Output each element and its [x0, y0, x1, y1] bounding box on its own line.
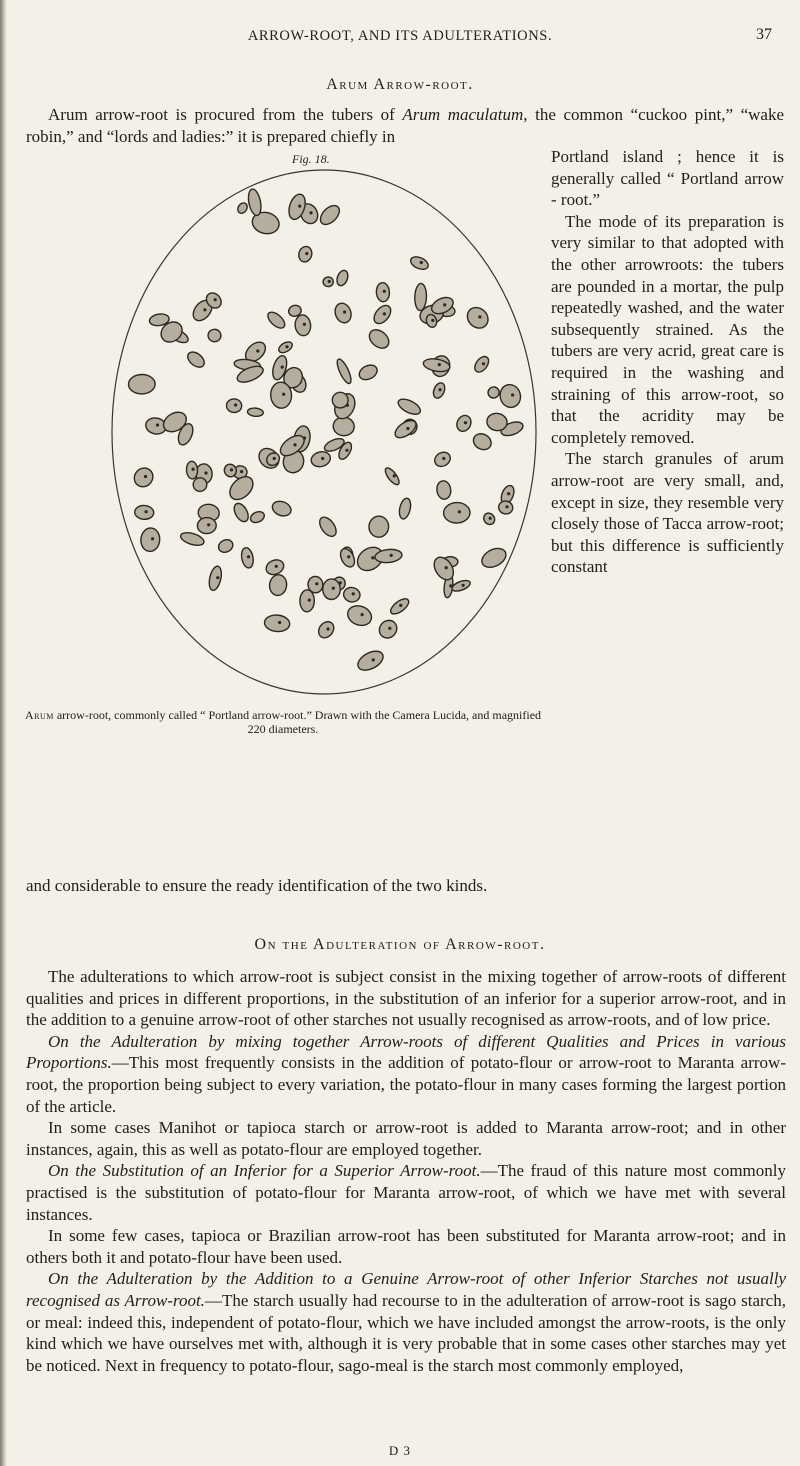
starch-granule [268, 574, 287, 597]
starch-granule [414, 283, 427, 311]
granule-hilum [332, 587, 335, 590]
starch-granule [355, 647, 386, 674]
substitution-title: On the Substitution of an Inferior for a Superior Arrow-root. [48, 1161, 481, 1181]
starch-granule [207, 565, 223, 591]
granule-hilum [420, 261, 423, 264]
mixing-text: —This most frequently consists in the addition of potato-flour or arrow-root to Maranta arrow-root, the proportion being subject to every variation, the potato-flour in many cases forming the largest portion of the article. [26, 1053, 786, 1116]
granule-hilum [293, 443, 296, 446]
granule-hilum [393, 474, 396, 477]
granule-hilum [214, 298, 217, 301]
granule-hilum [308, 599, 311, 602]
granule-hilum [511, 393, 514, 396]
intro-text-post: , the common “cuckoo pint,” “wake robin,” and “lords and ladies:” it is prepared chiefly in [26, 105, 785, 146]
section-heading-arum: Arum Arrow-root. [326, 76, 474, 93]
starch-granule [332, 392, 348, 408]
starch-granule [376, 617, 401, 642]
starch-granule [226, 398, 242, 413]
starch-granule [140, 527, 161, 552]
granule-hilum [390, 554, 393, 557]
granule-hilum [278, 621, 281, 624]
page-number: 37 [756, 26, 772, 43]
starch-granule [409, 254, 430, 271]
adulteration-intro: The adulterations to which arrow-root is subject consist in the mixing together of arrow-roots of different qualities and prices in different proportions, in the substitution of an inferior for a superior arrow-root, and in the addition to a genuine arrow-root of other starches not usually recognised as arrow-roots, and of low price. [26, 967, 786, 1030]
granule-hilum [372, 658, 375, 661]
granule-hilum [145, 510, 148, 513]
granule-hilum [505, 505, 508, 508]
starch-granule [366, 326, 393, 352]
starch-granule [486, 385, 502, 401]
right-column-text [551, 146, 784, 578]
granule-hilum [315, 582, 318, 585]
mixing-title: On the Adulteration by mixing together Arrow-roots of different Qualities and Prices in various Proportions. [26, 1031, 786, 1073]
granule-hilum [305, 252, 308, 255]
starch-granule [472, 354, 491, 375]
granule-hilum [361, 613, 364, 616]
granule-hilum [406, 427, 409, 430]
granule-hilum [352, 592, 355, 595]
starch-granule [197, 517, 216, 534]
caption-text: arrow-root, commonly called “ Portland arrow-root.” Drawn with the Camera Lucida, and magnified 220 diameters. [56, 708, 542, 736]
other-starches-paragraph [26, 1268, 786, 1376]
granule-hilum [343, 310, 346, 313]
granule-hilum [442, 457, 445, 460]
granule-hilum [439, 388, 442, 391]
granule-hilum [431, 319, 434, 322]
starch-granule [333, 301, 354, 325]
granule-hilum [144, 475, 147, 478]
right-column-p3: The starch granules of arum arrow-root are very small, and, except in size, they resemble very closely those of Tacca arrow-root; but this difference is sufficiently constant [551, 449, 784, 577]
manihot-paragraph: In some cases Manihot or tapioca starch or arrow-root is added to Maranta arrow-root; and in other instances, again, this as well as potato-flour are employed together. [26, 1118, 786, 1159]
starch-granule [307, 576, 323, 593]
other-starches-text: —The starch usually had recourse to in the adulteration of arrow-root is sago starch, or meal: indeed this, independent of potato-flour, which we have included amongst the arrow-roots, is the only kind which we have ourselves met with, although it is very probable that in some cases other starches may yet be noticed. Next in frequency to potato-flour, sago-meal is the starch most commonly employed, [26, 1290, 786, 1375]
starch-granule [294, 314, 311, 336]
granule-hilum [328, 280, 331, 283]
granule-hilum [326, 627, 329, 630]
granule-hilum [285, 345, 288, 348]
starch-granule [368, 515, 389, 538]
starch-granule [396, 396, 423, 417]
starch-granule [497, 382, 523, 410]
granule-hilum [303, 323, 306, 326]
granule-hilum [458, 510, 461, 513]
starch-granule [463, 303, 492, 332]
microscope-field-circle [112, 170, 536, 694]
species-name: Arum maculatum [402, 105, 524, 124]
starch-granule [265, 309, 287, 331]
granule-hilum [482, 362, 485, 365]
starch-granule [128, 374, 155, 394]
granule-hilum [464, 421, 467, 424]
granule-hilum [478, 315, 481, 318]
granule-hilum [507, 492, 510, 495]
starch-granule [231, 501, 251, 524]
granule-hilum [443, 303, 446, 306]
granule-hilum [282, 393, 285, 396]
mixing-paragraph [26, 1031, 786, 1117]
granule-hilum [156, 423, 159, 426]
granule-hilum [207, 523, 210, 526]
starch-granule [247, 407, 263, 417]
starch-granule [376, 282, 390, 302]
right-column-p2: The mode of its preparation is very similar to that adopted with the other arrowroots: the tubers are pounded in a mortar, the pulp repeatedly washed, and the water subsequently strained. As the tubers are very acrid, great care is required in the washing and straining of this arrow-root, so that the acridity may be completely removed. [551, 211, 784, 447]
signature-mark: D 3 [388, 1443, 412, 1458]
running-head: ARROW-ROOT, AND ITS ADULTERATIONS. [247, 28, 553, 44]
starch-granule [317, 202, 343, 228]
starch-granule [130, 464, 156, 490]
intro-text-pre: Arum arrow-root is procured from the tubers of [48, 105, 403, 124]
starch-granule [479, 545, 509, 571]
caption-lead: Arum [24, 708, 54, 722]
granule-hilum [462, 584, 465, 587]
starch-granule [207, 328, 222, 342]
starch-granule [342, 586, 361, 603]
starch-granule [443, 502, 470, 523]
granule-hilum [216, 576, 219, 579]
granule-hilum [438, 363, 441, 366]
adulteration-body [26, 966, 786, 1376]
starch-granule [335, 357, 354, 385]
starch-granule [236, 201, 249, 215]
starch-granule [185, 349, 207, 370]
starch-granule [436, 480, 452, 500]
granule-hilum [247, 555, 250, 558]
starch-granule [264, 614, 291, 633]
starch-granule [297, 245, 314, 264]
section-heading-adulteration: On the Adulteration of Arrow-root. [254, 936, 546, 953]
granule-hilum [345, 449, 348, 452]
granule-hilum [383, 290, 386, 293]
granule-hilum [204, 471, 207, 474]
starch-granule [246, 188, 263, 217]
starch-granule [134, 505, 154, 520]
granule-hilum [234, 403, 237, 406]
granule-hilum [383, 312, 386, 315]
substitution-paragraph [26, 1160, 786, 1225]
starch-granule [316, 619, 337, 641]
granule-hilum [489, 517, 492, 520]
starch-granule [345, 602, 375, 628]
closing-line: and considerable to ensure the ready identification of the two kinds. [26, 876, 488, 895]
granule-hilum [192, 468, 195, 471]
granule-hilum [273, 457, 276, 460]
granule-hilum [240, 470, 243, 473]
starch-granule [454, 413, 473, 434]
starch-granule [270, 499, 293, 519]
starch-granule [323, 579, 341, 600]
granule-hilum [256, 349, 259, 352]
starch-granule [398, 497, 413, 520]
starch-granule [300, 590, 315, 612]
starch-granule [383, 466, 402, 487]
starch-granule [310, 450, 333, 469]
starch-granule [471, 431, 494, 453]
other-starches-title: On the Adulteration by the Addition to a Genuine Arrow-root of other Inferior Starches not usually recognised as Arrow-root. [26, 1269, 786, 1310]
granule-hilum [281, 366, 284, 369]
granule-hilum [230, 468, 233, 471]
granule-hilum [445, 566, 448, 569]
page-spine-shadow [0, 0, 7, 1466]
starch-granule [357, 362, 380, 382]
substitution-text: —The fraud of this nature most commonly practised is the substitution of potato-flour for Maranta arrow-root, of which we have met with several instances. [26, 1161, 786, 1224]
granule-hilum [321, 457, 324, 460]
granule-hilum [388, 627, 391, 630]
granule-hilum [298, 205, 301, 208]
granule-hilum [399, 604, 402, 607]
starch-granule [335, 269, 350, 287]
tapioca-paragraph: In some few cases, tapioca or Brazilian arrow-root has been substituted for Maranta arrow-root; and in others both it and potato-flour have been used. [26, 1226, 786, 1267]
figure-label: Fig. 18. [292, 152, 330, 166]
starch-granules-figure [104, 162, 544, 722]
intro-paragraph [26, 104, 784, 147]
starch-granule [264, 557, 286, 577]
starch-granule [371, 302, 394, 326]
granule-hilum [347, 555, 350, 558]
granule-hilum [203, 308, 206, 311]
granule-cluster [128, 188, 524, 674]
starch-granule [316, 514, 339, 539]
granule-hilum [371, 556, 374, 559]
granule-hilum [309, 211, 312, 214]
granule-hilum [275, 565, 278, 568]
starch-granule [216, 537, 235, 555]
right-column-p1: Portland island ; hence it is generally called “ Portland arrow - root.” [551, 147, 784, 210]
figure-caption [22, 708, 544, 736]
starch-granule [451, 578, 472, 593]
starch-granule [249, 510, 266, 525]
granule-hilum [151, 537, 154, 540]
